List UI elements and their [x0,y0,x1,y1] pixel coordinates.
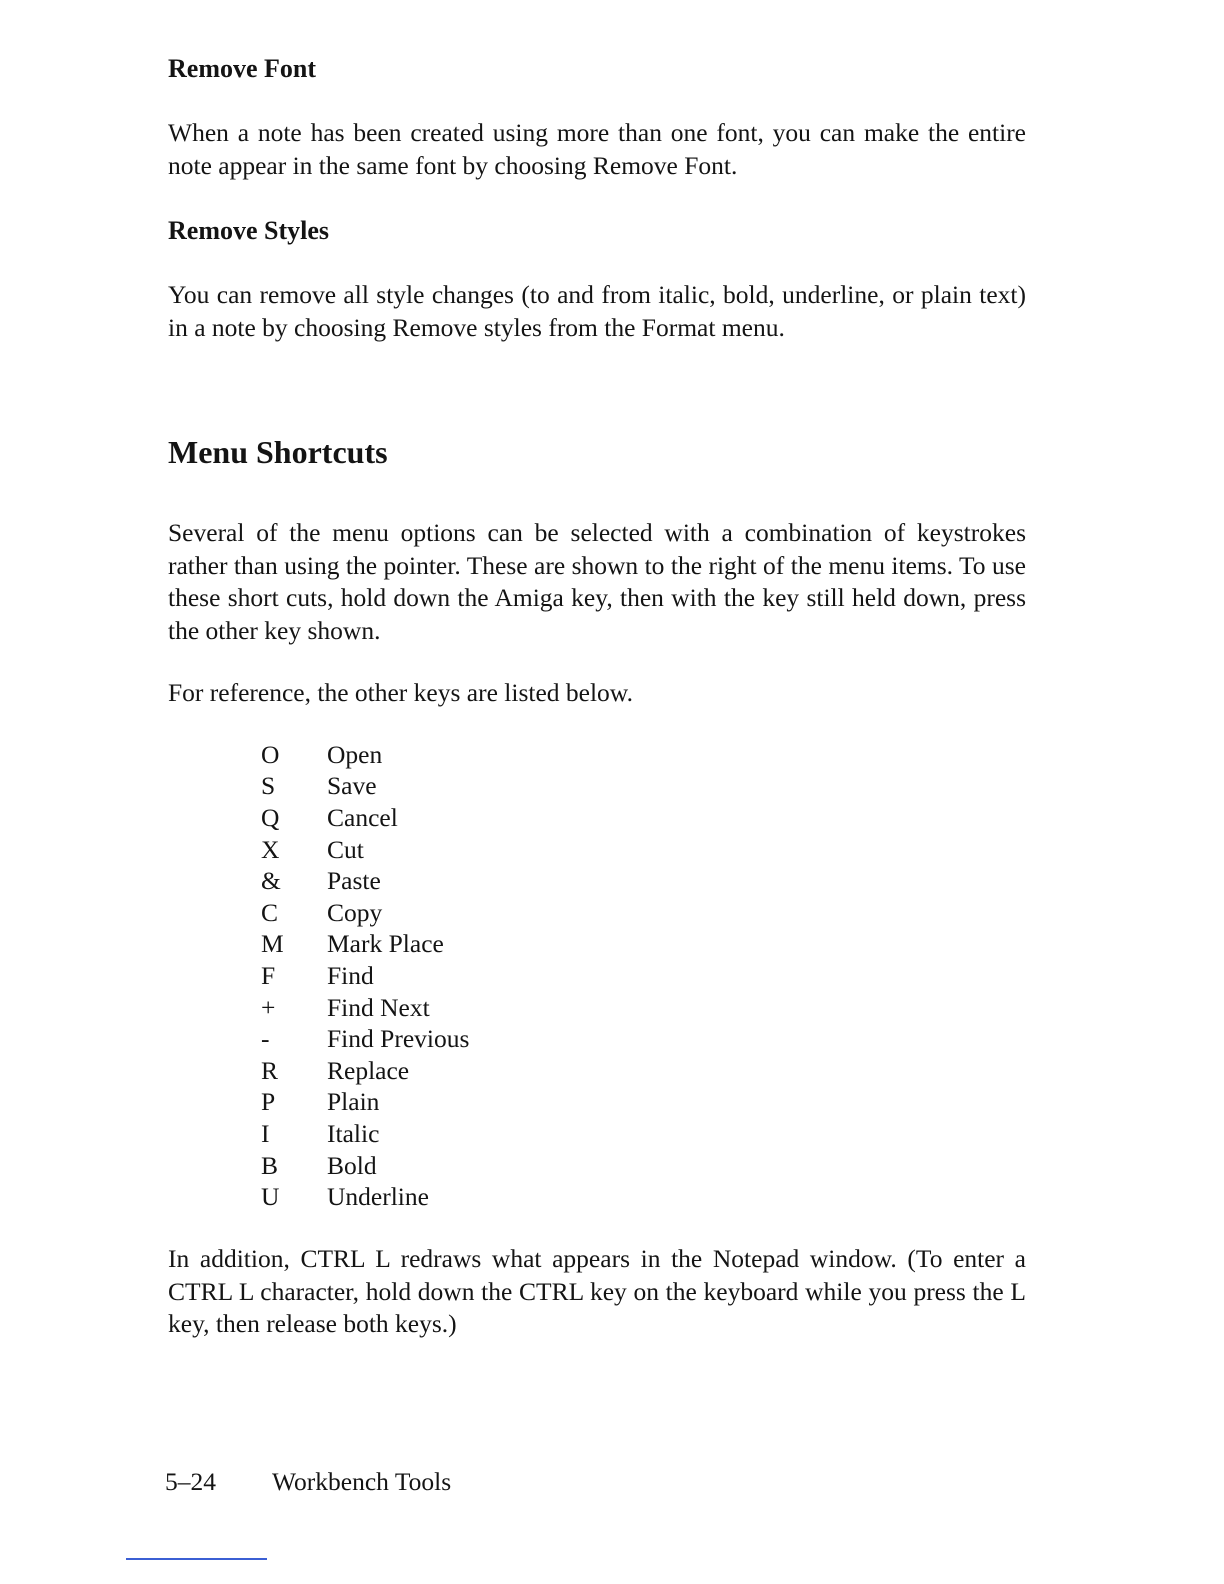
shortcut-row [261,1150,469,1182]
shortcut-row [261,865,469,897]
shortcut-key: X [261,834,280,864]
shortcut-action: Cancel [327,802,398,832]
shortcut-key: - [261,1024,270,1054]
shortcut-action: Cut [327,834,364,864]
reference-paragraph: For reference, the other keys are listed below. [168,678,633,707]
shortcut-key: C [261,897,279,927]
shortcut-row [261,1118,469,1150]
shortcut-action: Open [327,739,383,769]
shortcut-key: B [261,1150,279,1180]
shortcut-row [261,1181,469,1213]
remove-font-heading: Remove Font [168,54,317,83]
menu-shortcuts-intro: Several of the menu options can be selected with a combination of keystrokes rather than using the pointer. These are shown to the right of the menu items. To use these short cuts, hold down the Amiga key, then with the key still held down, press the other key shown. [168,518,1026,645]
shortcut-row [261,1055,469,1087]
shortcut-action: Underline [327,1182,429,1212]
shortcut-key: U [261,1182,280,1212]
shortcut-action: Copy [327,897,383,927]
shortcut-action: Find Next [327,992,430,1022]
shortcut-action: Replace [327,1055,410,1085]
shortcut-row [261,1087,469,1119]
shortcut-row [261,992,469,1024]
shortcut-row [261,771,469,803]
ctrl-l-paragraph: In addition, CTRL L redraws what appears in the Notepad window. (To enter a CTRL L character, hold down the CTRL key on the keyboard while you press the L key, then release both keys.) [168,1244,1026,1338]
shortcut-action: Find Previous [327,1024,470,1054]
shortcut-row [261,739,469,771]
menu-shortcuts-title: Menu Shortcuts [168,434,388,470]
shortcut-action: Paste [327,866,381,896]
shortcut-key: & [261,866,281,896]
remove-styles-paragraph: You can remove all style changes (to and from italic, bold, underline, or plain text) in a note by choosing Remove styles from the Format menu. [168,280,1026,342]
shortcut-key: R [261,1055,279,1085]
shortcut-action: Bold [327,1150,377,1180]
shortcut-key: Q [261,802,280,832]
shortcut-row [261,834,469,866]
shortcut-list [261,739,469,1213]
shortcut-row [261,960,469,992]
shortcut-row [261,802,469,834]
shortcut-action: Italic [327,1118,380,1148]
shortcut-action: Plain [327,1087,380,1117]
footer-section-title: Workbench Tools [272,1467,452,1496]
page-footer [165,1466,451,1498]
shortcut-key: I [261,1118,270,1148]
remove-font-paragraph: When a note has been created using more than one font, you can make the entire note appear in the same font by choosing Remove Font. [168,118,1026,180]
shortcut-row [261,897,469,929]
shortcut-key: + [261,992,276,1022]
shortcut-action: Save [327,771,377,801]
shortcut-key: M [261,929,284,959]
shortcut-key: O [261,739,280,769]
footer-rule [126,1558,267,1560]
remove-styles-heading: Remove Styles [168,216,330,245]
shortcut-row [261,929,469,961]
shortcut-key: F [261,960,276,990]
shortcut-key: S [261,771,276,801]
page-number: 5–24 [165,1467,216,1496]
shortcut-row [261,1023,469,1055]
shortcut-action: Find [327,960,374,990]
shortcut-key: P [261,1087,276,1117]
shortcut-action: Mark Place [327,929,444,959]
